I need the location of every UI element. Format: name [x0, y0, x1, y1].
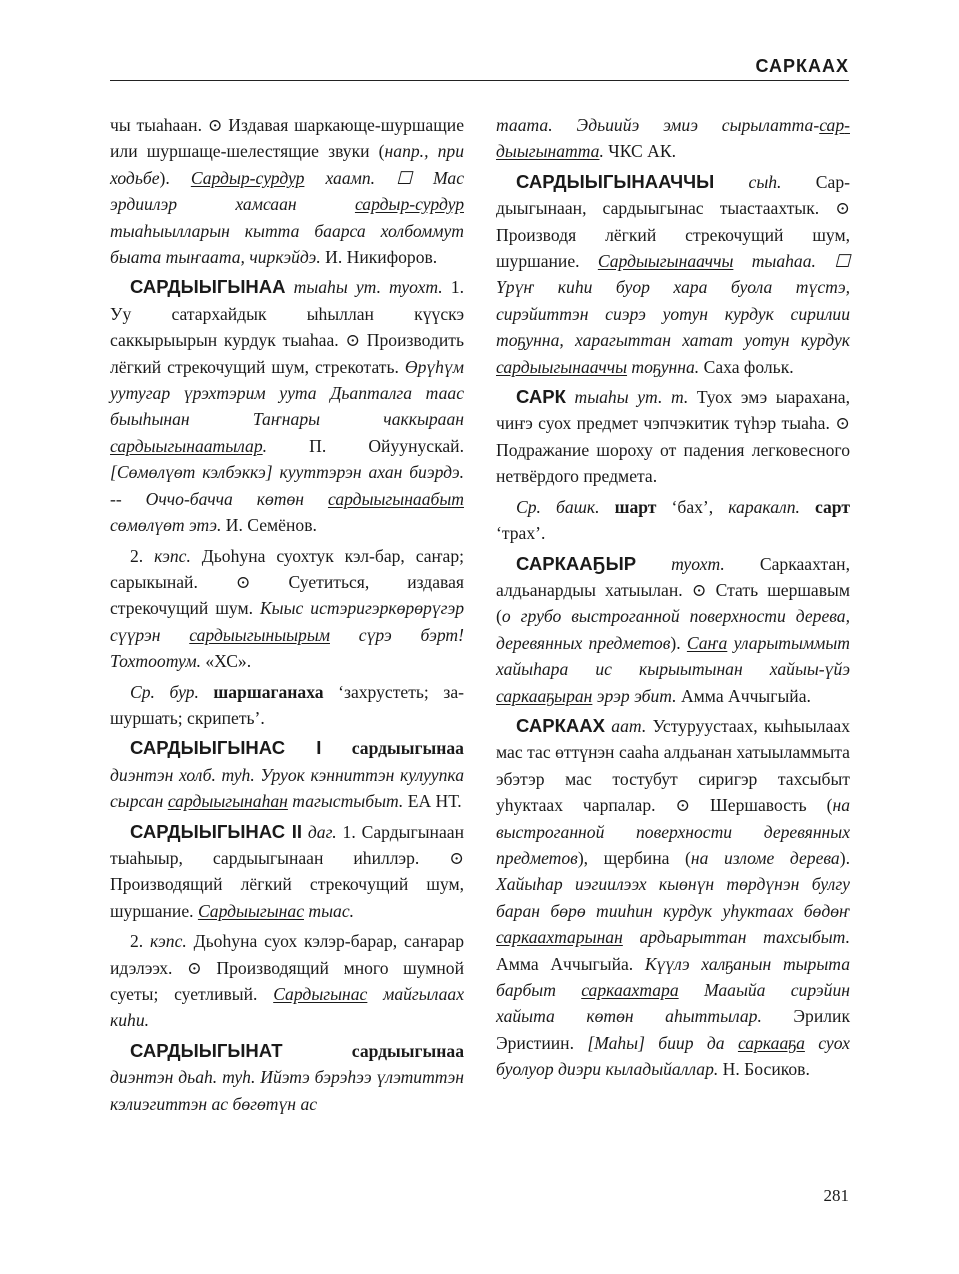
text-run: кэпс. — [154, 545, 191, 566]
text-run: Амма Аччыгыйа. — [676, 685, 811, 706]
text-run: Дьоhуна суох кэлэр-барар, саҥарар идэлээх. ⊙ Производящий много шумной суеты; суетливый. — [110, 931, 465, 1004]
text-run: тыаhы ут. т. — [565, 387, 689, 408]
text-run: таата. Эдьиийэ эмиэ сырылатта- — [496, 115, 820, 135]
entry-paragraph — [110, 735, 464, 814]
text-run: И. Никифоров. — [320, 247, 438, 268]
text-run: туохт. — [636, 553, 725, 574]
text-run: Өрүһүм уутугар үрэхтэрим уута Дьапталга таас быыһынан Таҥнары чаккыраан — [110, 356, 464, 430]
text-run: шарт — [599, 496, 657, 517]
text-run: напр., при ходьбе — [110, 141, 464, 188]
text-run: тыаhаа. ☐ Үрүҥ киhи буор хара буола түстэ, сирэйиттэн сиэрэ уотун курдук сирилии тоҕунна, харагыттан хатат уотун курдук — [496, 251, 851, 351]
text-run: тагыстыбыт. — [287, 791, 404, 812]
text-run: тыас. — [304, 900, 355, 921]
text-run: И. Семёнов. — [221, 515, 317, 536]
text-run: Устуруустаах, кыhыылаах мас тас өттүнэн сааhа алдьанан хатыыламмыта эбэтэр мас тостубут сиригэр тахсыбыт уhуктаах чарпалар. ⊙ Шершавость ( — [496, 715, 851, 816]
text-run: Саркаахтан, алдьанардыы хатыылан. ⊙ Стать шершавым ( — [496, 553, 850, 627]
text-run: Ср. бур. — [130, 681, 199, 702]
text-run: ‘захрустеть; зашуршать; скрипеть’. — [110, 681, 464, 728]
text-run: Мааыйа сирэйин хайыта көтөн аhыттылар. — [496, 980, 850, 1027]
text-run: Туох эмэ ыарахана, чиҥэ суох предмет чэпчэкитик түhэр тыаhа. ⊙ Подражание шороху от падения легковесного нетвёрдого предмета. — [496, 387, 850, 487]
entry-paragraph — [110, 112, 464, 270]
text-run: тыаhы ут. туохт. — [285, 277, 443, 298]
text-run: каракалп. — [728, 496, 800, 517]
text-run: сыh. — [714, 171, 782, 192]
text-run: Амма Аччыгыйа. — [496, 953, 645, 974]
text-run: ардьарыттан тахсыбыт. — [622, 927, 850, 948]
text-run: Сардыыгынаан, сардыыгынас тыастаахтык. ⊙ Производя лёгкий стрекочущий шум, шуршание. — [496, 171, 850, 272]
text-run: ‘трах’. — [496, 523, 546, 544]
headword: САРДЫЫГЫНАС I — [130, 737, 322, 759]
text-run: Сардыгынас — [273, 984, 368, 1004]
headword: САРКААҔЫР — [516, 552, 637, 574]
text-run: уларытыммыт хайыhара ис кырыытынан хайыы-үйэ — [496, 632, 851, 680]
text-run: Саха фольк. — [699, 356, 794, 377]
headword: САРДЫЫГЫНАА — [130, 276, 286, 298]
headword: САРКААХ — [516, 714, 605, 736]
text-run: на выстроганной поверхности деревянных предметов — [496, 795, 850, 868]
entry-paragraph — [496, 551, 850, 709]
text-run: сүрэ бэрт! Тохтоотум. — [110, 624, 464, 672]
text-run: ЧКС АК. — [603, 141, 676, 162]
entry-paragraph — [496, 713, 850, 1083]
text-run: Н. Босиков. — [718, 1059, 810, 1080]
text-run: [Маhы] биир да — [587, 1032, 738, 1053]
text-run: Ср. башк. — [516, 496, 600, 517]
entry-paragraph — [496, 384, 850, 490]
right-column — [496, 112, 850, 1087]
text-run: ). — [159, 167, 191, 188]
text-run: сардыыгынаа — [282, 1040, 464, 1061]
text-run: ). — [839, 847, 850, 868]
text-run: 2. — [130, 545, 155, 566]
text-run: на изломе дерева — [690, 847, 840, 868]
headword: САРДЫЫГЫНАС II — [130, 820, 302, 842]
entry-paragraph — [110, 1038, 464, 1117]
text-run: о грубо выстроганной поверхности дерева, деревянных предметов — [496, 606, 850, 653]
headword: САРДЫЫГЫНАТ — [130, 1039, 283, 1061]
text-run: сардыыгынаhан — [167, 791, 288, 812]
text-run: «ХС». — [200, 651, 252, 672]
text-run: сардыыгынааччы — [496, 356, 628, 377]
text-run: саркааҕыран — [496, 685, 593, 706]
text-run: П. Ойуунускай. — [267, 435, 464, 456]
text-run: [Сөмөлүөт кэлбэккэ] кууттэрэн ахан биэрдэ. -- Оччо-бачча көтөн — [110, 462, 464, 509]
text-run: диэнтэн дьаh. туh. Ийэтэ бэрэhээ үлэтиттэн кэлиэгиттэн ас бөгөтүн ас — [110, 1067, 464, 1114]
text-run: тыаhыылларын кытта баарса холбоммут быата тыҥаата, чиркэйдэ. — [110, 220, 464, 268]
entry-paragraph — [110, 274, 464, 538]
header-rule — [110, 80, 849, 81]
text-run: эрэр эбит. — [592, 685, 677, 706]
text-run: кэпс. — [150, 931, 187, 952]
text-run: Кыыс истэригэркөрөрүгэр сүүрэн — [110, 598, 464, 645]
text-run: сардыр-сурдур — [354, 194, 464, 215]
entry-paragraph — [110, 819, 464, 925]
text-run: сардыыгынаатылар — [110, 435, 263, 456]
text-run: саркааҕа — [737, 1032, 805, 1053]
entry-paragraph — [110, 928, 464, 1034]
text-run: Күүлэ халҕанын тырыта барбыт — [496, 953, 850, 1000]
text-run: Эрилик Эристиин. — [496, 1006, 850, 1053]
text-run: шаршаганаха — [198, 681, 324, 702]
text-run: ‘бах’, — [656, 496, 729, 517]
text-run: тоҕунна. — [627, 356, 700, 377]
entry-paragraph — [496, 169, 850, 380]
text-run: ), щербина ( — [577, 847, 691, 868]
text-run: диэнтэн холб. туh. Уруок кэнниттэн кулуупка сырсан — [110, 764, 464, 812]
text-run: Хайыhар иэгиилээх кыөнүн төрдүнэн булгу баран бөрө тииhин курдук уhуктаах бөдөҥ — [496, 874, 850, 921]
entry-paragraph — [110, 543, 464, 675]
entry-paragraph — [110, 679, 464, 732]
text-run: 2. — [130, 931, 151, 952]
text-run: сардыыгынаа — [321, 738, 464, 759]
text-run: сарт — [799, 496, 850, 517]
text-run: майгылаах киhи. — [110, 984, 465, 1031]
text-run: чы тыаhаан. ⊙ Издавая шаркающе-шуршащие или шуршаще-шелестящие звуки ( — [110, 115, 464, 162]
headword: САРДЫЫГЫНААЧЧЫ — [516, 170, 715, 192]
text-run: сардыыгынатта — [496, 115, 850, 162]
text-run: саркаахтара — [581, 980, 679, 1000]
text-run: сөмөлүөт этэ. — [110, 515, 222, 536]
text-run: хаамп. ☐ Мас эрдиилэр хамсаан — [110, 167, 465, 215]
text-run: даг. — [301, 821, 337, 842]
text-run: Сардыыгынааччы — [597, 251, 734, 272]
entry-paragraph — [496, 112, 850, 165]
text-run: Сардыыгынас — [197, 900, 304, 921]
running-head: САРКААХ — [755, 56, 849, 76]
entry-paragraph — [496, 494, 850, 547]
text-run: . — [262, 435, 268, 456]
text-run: Сардыр-сурдур — [190, 167, 305, 188]
text-run: 1. Сардыгынаан тыаhыыр, сардыыгынаан иhиллэр. ⊙ Производящий лёгкий стрекочущий шум, шуршание. — [110, 821, 464, 921]
text-run: . — [599, 141, 604, 162]
text-run: ЕА НТ. — [403, 791, 462, 812]
left-column — [110, 112, 464, 1121]
text-run: 1. Уу сатархайдык ыhыллан күүскэ саккырыырын курдук тыаhаа. ⊙ Производить лёгкий стрекочущий шум, стрекотать. — [110, 277, 465, 377]
text-run: Дьоhуна суохтук кэл-бар, саҥар; сарыкынай. ⊙ Суетиться, издавая стрекочущий шум. — [110, 545, 465, 619]
text-run: сардыыгынаабыт — [327, 488, 464, 509]
headword: САРК — [516, 386, 566, 408]
text-run: сардыыгыныырым — [189, 624, 330, 645]
text-run: Саҥа — [686, 632, 728, 653]
page-number: 281 — [823, 1186, 849, 1205]
text-run: суох буолуор диэри кыладыйаллар. — [496, 1032, 850, 1080]
text-run: аат. — [604, 715, 647, 736]
text-run: ). — [670, 632, 687, 653]
text-run: саркаахтарынан — [496, 927, 623, 948]
